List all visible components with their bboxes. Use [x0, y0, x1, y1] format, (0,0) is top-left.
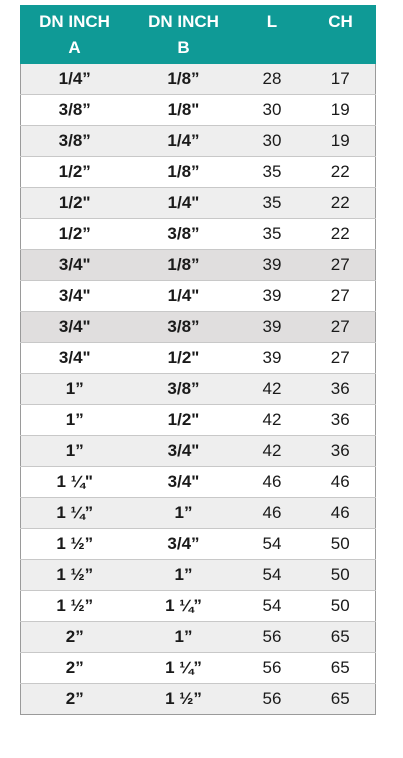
cell-dn-inch-b: 3/8”: [129, 374, 239, 405]
cell-l: 35: [239, 188, 306, 219]
cell-l: 39: [239, 281, 306, 312]
header-ch-label: CH: [328, 12, 353, 31]
table-row: [21, 436, 376, 467]
cell-dn-inch-b: 3/4": [129, 436, 239, 467]
table-row: [21, 529, 376, 560]
cell-dn-inch-a: 1/2”: [21, 219, 129, 250]
cell-ch: 65: [306, 622, 376, 653]
cell-dn-inch-a: 2”: [21, 684, 129, 715]
table-row: [21, 653, 376, 684]
cell-dn-inch-b: 1/4”: [129, 126, 239, 157]
cell-dn-inch-b: 3/8”: [129, 312, 239, 343]
cell-dn-inch-a: 2”: [21, 653, 129, 684]
cell-l: 54: [239, 529, 306, 560]
cell-l: 39: [239, 250, 306, 281]
table-row: [21, 157, 376, 188]
cell-dn-inch-a: 1/2": [21, 188, 129, 219]
table-row: [21, 684, 376, 715]
cell-dn-inch-a: 3/4": [21, 281, 129, 312]
cell-dn-inch-a: 1”: [21, 405, 129, 436]
cell-ch: 36: [306, 405, 376, 436]
cell-l: 46: [239, 467, 306, 498]
cell-l: 35: [239, 157, 306, 188]
cell-l: 42: [239, 405, 306, 436]
cell-dn-inch-a: 1/4”: [21, 64, 129, 95]
table-row: [21, 343, 376, 374]
cell-dn-inch-b: 1/8”: [129, 250, 239, 281]
table-row: [21, 591, 376, 622]
cell-dn-inch-a: 1/2”: [21, 157, 129, 188]
cell-dn-inch-b: 3/8”: [129, 219, 239, 250]
cell-dn-inch-b: 1 ¼”: [129, 653, 239, 684]
header-ch: [306, 6, 376, 64]
table-row: [21, 281, 376, 312]
table-header: [21, 6, 376, 64]
cell-ch: 27: [306, 343, 376, 374]
cell-l: 39: [239, 312, 306, 343]
cell-dn-inch-b: 1/8”: [129, 64, 239, 95]
header-dn-inch-a: [21, 6, 129, 64]
header-dn-inch-a-line1: DN INCH: [39, 12, 110, 31]
cell-dn-inch-a: 3/4": [21, 343, 129, 374]
header-dn-inch-b-line1: DN INCH: [148, 12, 219, 31]
cell-l: 54: [239, 560, 306, 591]
table-row: [21, 250, 376, 281]
cell-l: 30: [239, 126, 306, 157]
cell-l: 56: [239, 684, 306, 715]
cell-dn-inch-b: 1/4": [129, 188, 239, 219]
cell-ch: 17: [306, 64, 376, 95]
cell-l: 56: [239, 653, 306, 684]
cell-ch: 27: [306, 281, 376, 312]
cell-dn-inch-a: 1 ½”: [21, 591, 129, 622]
cell-dn-inch-b: 1 ¼”: [129, 591, 239, 622]
header-l-label: L: [266, 12, 278, 31]
cell-dn-inch-a: 3/8”: [21, 95, 129, 126]
table-row: [21, 467, 376, 498]
table-row: [21, 219, 376, 250]
header-dn-inch-b: [129, 6, 239, 64]
cell-dn-inch-a: 3/4": [21, 250, 129, 281]
cell-dn-inch-a: 1 ½”: [21, 560, 129, 591]
cell-dn-inch-a: 3/8”: [21, 126, 129, 157]
table-row: [21, 188, 376, 219]
cell-l: 39: [239, 343, 306, 374]
cell-l: 42: [239, 436, 306, 467]
header-dn-inch-b-line2: B: [177, 38, 190, 57]
cell-dn-inch-a: 1 ¼”: [21, 498, 129, 529]
table-row: [21, 374, 376, 405]
table-row: [21, 95, 376, 126]
cell-dn-inch-b: 3/4": [129, 467, 239, 498]
cell-dn-inch-b: 1”: [129, 560, 239, 591]
dimensions-table: [20, 5, 376, 715]
header-l: [239, 6, 306, 64]
cell-ch: 19: [306, 126, 376, 157]
table-row: [21, 560, 376, 591]
cell-dn-inch-a: 1 ½”: [21, 529, 129, 560]
table-row: [21, 126, 376, 157]
cell-ch: 22: [306, 188, 376, 219]
table-row: [21, 64, 376, 95]
dimensions-table-container: [20, 5, 375, 715]
cell-dn-inch-b: 1/4": [129, 281, 239, 312]
table-row: [21, 498, 376, 529]
cell-ch: 27: [306, 312, 376, 343]
table-row: [21, 405, 376, 436]
cell-ch: 36: [306, 374, 376, 405]
cell-l: 28: [239, 64, 306, 95]
cell-ch: 50: [306, 529, 376, 560]
cell-ch: 22: [306, 157, 376, 188]
cell-l: 35: [239, 219, 306, 250]
cell-ch: 27: [306, 250, 376, 281]
cell-l: 56: [239, 622, 306, 653]
cell-l: 54: [239, 591, 306, 622]
cell-dn-inch-b: 1”: [129, 498, 239, 529]
cell-l: 30: [239, 95, 306, 126]
header-dn-inch-a-line2: A: [68, 38, 81, 57]
cell-ch: 50: [306, 560, 376, 591]
cell-dn-inch-b: 1/2": [129, 405, 239, 436]
cell-dn-inch-b: 1 ½”: [129, 684, 239, 715]
cell-dn-inch-b: 3/4”: [129, 529, 239, 560]
table-body: [21, 64, 376, 715]
cell-dn-inch-a: 1”: [21, 374, 129, 405]
cell-dn-inch-a: 2”: [21, 622, 129, 653]
header-row: [21, 6, 376, 64]
cell-ch: 19: [306, 95, 376, 126]
table-row: [21, 312, 376, 343]
cell-dn-inch-a: 3/4": [21, 312, 129, 343]
cell-dn-inch-b: 1/8”: [129, 157, 239, 188]
cell-ch: 36: [306, 436, 376, 467]
cell-dn-inch-a: 1”: [21, 436, 129, 467]
cell-ch: 65: [306, 684, 376, 715]
cell-dn-inch-b: 1/2": [129, 343, 239, 374]
cell-dn-inch-b: 1/8": [129, 95, 239, 126]
cell-l: 46: [239, 498, 306, 529]
cell-ch: 65: [306, 653, 376, 684]
cell-dn-inch-b: 1”: [129, 622, 239, 653]
cell-ch: 46: [306, 498, 376, 529]
cell-ch: 50: [306, 591, 376, 622]
cell-ch: 46: [306, 467, 376, 498]
cell-dn-inch-a: 1 ¼": [21, 467, 129, 498]
table-row: [21, 622, 376, 653]
cell-ch: 22: [306, 219, 376, 250]
cell-l: 42: [239, 374, 306, 405]
